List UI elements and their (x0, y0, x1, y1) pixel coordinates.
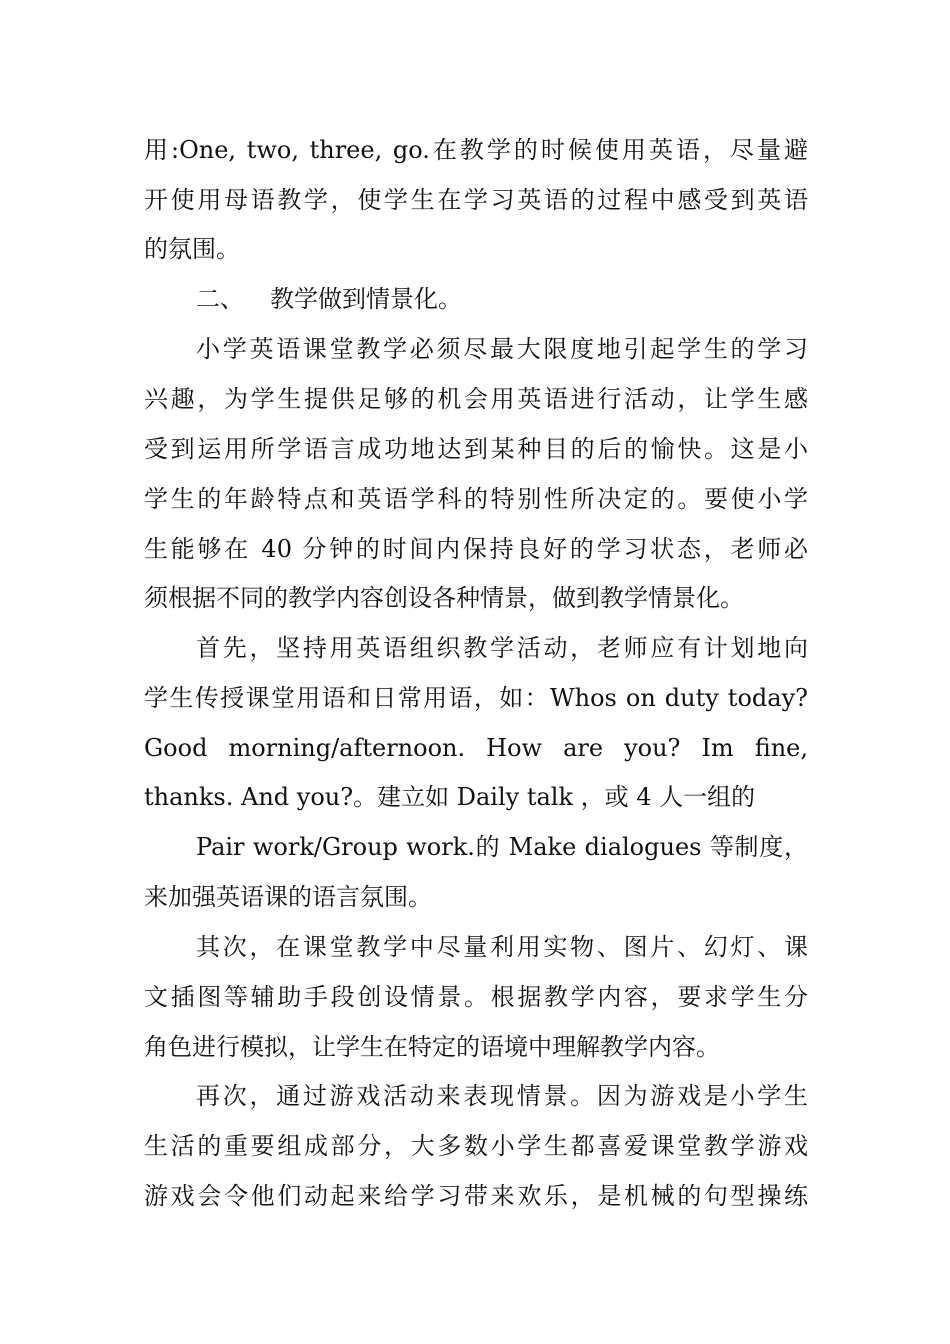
paragraph-line: 开使用母语教学，使学生在学习英语的过程中感受到英语 (144, 186, 808, 214)
section-heading-number: 二、 (196, 285, 244, 313)
paragraph-line: 受到运用所学语言成功地达到某种目的后的愉快。这是小 (144, 435, 808, 463)
paragraph-line: 来加强英语课的语言氛围。 (144, 883, 432, 911)
paragraph-line: 生能够在 40 分钟的时间内保持良好的学习状态，老师必 (144, 535, 808, 563)
paragraph-line: 其次，在课堂教学中尽量利用实物、图片、幻灯、课 (196, 933, 808, 961)
paragraph-line: 角色进行模拟，让学生在特定的语境中理解教学内容。 (144, 1033, 720, 1061)
paragraph-line: 小学英语课堂教学必须尽最大限度地引起学生的学习 (196, 335, 808, 363)
paragraph-line: 学生的年龄特点和英语学科的特别性所决定的。要使小学 (144, 485, 808, 513)
paragraph-line: Pair work/Group work.的 Make dialogues 等制度， (196, 833, 808, 861)
section-heading (196, 283, 808, 315)
paragraph-line: 首先，坚持用英语组织教学活动，老师应有计划地向 (196, 634, 808, 662)
paragraph-line: 游戏会令他们动起来给学习带来欢乐，是机械的句型操练 (144, 1182, 808, 1210)
paragraph-line: 再次，通过游戏活动来表现情景。因为游戏是小学生 (196, 1082, 808, 1110)
paragraph-line: 的氛围。 (144, 235, 240, 263)
paragraph-line: 用:One, two, three, go.在教学的时候使用英语，尽量避 (144, 136, 808, 164)
paragraph-line: thanks. And you?。建立如 Daily talk ，或 4 人一组的 (144, 783, 756, 811)
paragraph-line: 文插图等辅助手段创设情景。根据教学内容，要求学生分 (144, 983, 808, 1011)
paragraph-line: 兴趣，为学生提供足够的机会用英语进行活动，让学生感 (144, 385, 808, 413)
paragraph-line: 生活的重要组成部分，大多数小学生都喜爱课堂教学游戏 (144, 1132, 808, 1160)
paragraph-line: Good morning/afternoon. How are you? Im fine, (144, 734, 808, 762)
paragraph-line: 须根据不同的教学内容创设各种情景，做到教学情景化。 (144, 584, 744, 612)
paragraph-line: 学生传授课堂用语和日常用语，如：Whos on duty today? (144, 684, 808, 712)
section-heading-title: 教学做到情景化。 (270, 285, 462, 313)
